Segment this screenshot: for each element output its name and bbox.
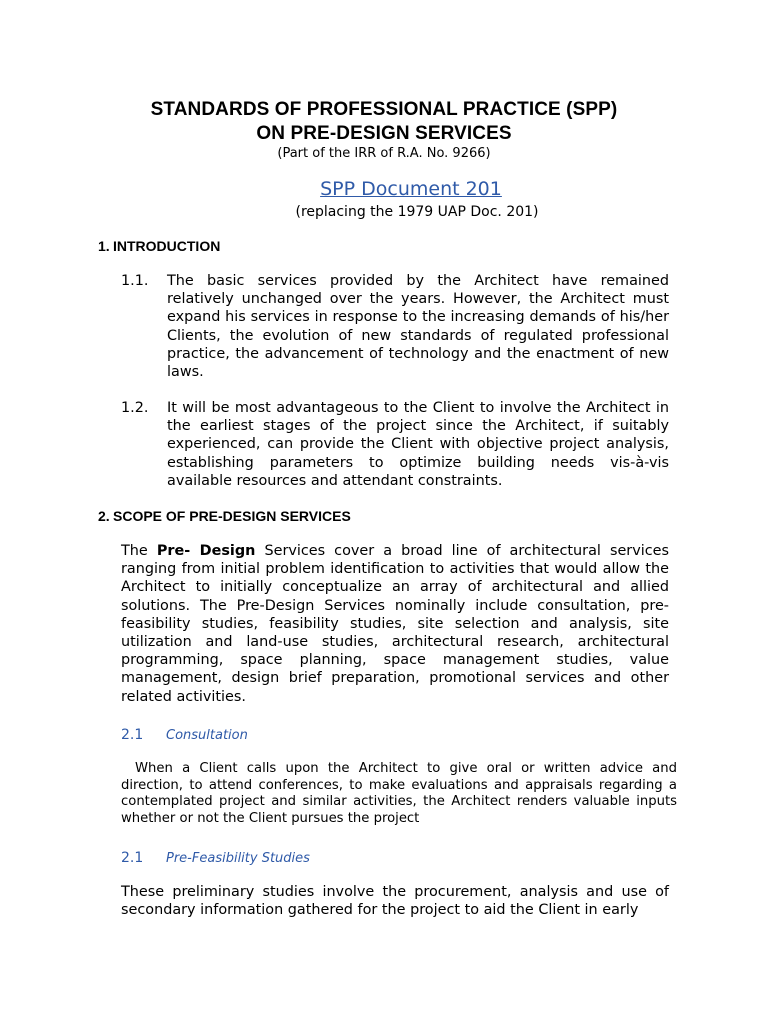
section-title: INTRODUCTION [113,238,221,254]
paragraph-text: The basic services provided by the Architect have remained relatively unchanged over the years. However, the Architect must expand his services in response to the increasing demands of his/her Clients, the evolution of new standards of regulated professional practice, the advancement of technology and the enactment of new laws. [167,273,669,381]
section-number: 2. [98,508,110,524]
document-title-line2: ON PRE-DESIGN SERVICES [256,123,512,144]
section-title: SCOPE OF PRE-DESIGN SERVICES [113,508,351,524]
replacing-note: (replacing the 1979 UAP Doc. 201) [295,204,539,220]
consultation-paragraph: When a Client calls upon the Architect to give oral or written advice and direction, to attend conferences, to make evaluations and appraisals regarding a contemplated project and similar activities, the Architect renders valuable inputs whether or not the Client pursues the project [121,761,677,827]
paragraph-1-1 [121,272,669,381]
intro-prefix: The [121,543,157,559]
paragraph-text: It will be most advantageous to the Client to involve the Architect in the earliest stages of the project since the Architect, if suitably experienced, can provide the Client with objective project analysis, establishing parameters to optimize building needs vis-à-vis available resources and attendant constraints. [167,400,669,489]
document-title-line1: STANDARDS OF PROFESSIONAL PRACTICE (SPP) [150,99,618,120]
intro-bold-term: Pre- Design [156,543,256,559]
paragraph-1-2 [121,399,669,490]
irr-note: (Part of the IRR of R.A. No. 9266) [277,146,491,161]
subsection-title: Consultation [166,728,248,743]
pre-feasibility-paragraph: These preliminary studies involve the procurement, analysis and use of secondary information gathered for the project to aid the Client in early [121,884,669,919]
section-number: 1. [98,238,110,254]
spp-document-link[interactable]: SPP Document 201 [320,178,502,200]
intro-rest: Services cover a broad line of architectural services ranging from initial problem identification to activities that would allow the Architect to initially conceptualize an array of architectural and allied solutions. The Pre-Design Services nominally include consultation, pre-feasibility studies, feasibility studies, site selection and analysis, site utilization and land-use studies, architectural research, architectural programming, space planning, space management studies, value management, design brief preparation, promotional services and other related activities. [121,543,669,705]
paragraph-number: 1.2. [121,400,149,416]
subsection-heading-pre-feasibility [121,848,310,869]
scope-intro-paragraph [121,542,669,706]
subsection-number: 2.1 [121,727,144,743]
subsection-title: Pre-Feasibility Studies [166,851,310,866]
subsection-heading-consultation [121,725,248,746]
subsection-number: 2.1 [121,850,144,866]
section-heading-scope [98,506,351,526]
paragraph-number: 1.1. [121,273,149,289]
section-heading-introduction [98,236,220,256]
